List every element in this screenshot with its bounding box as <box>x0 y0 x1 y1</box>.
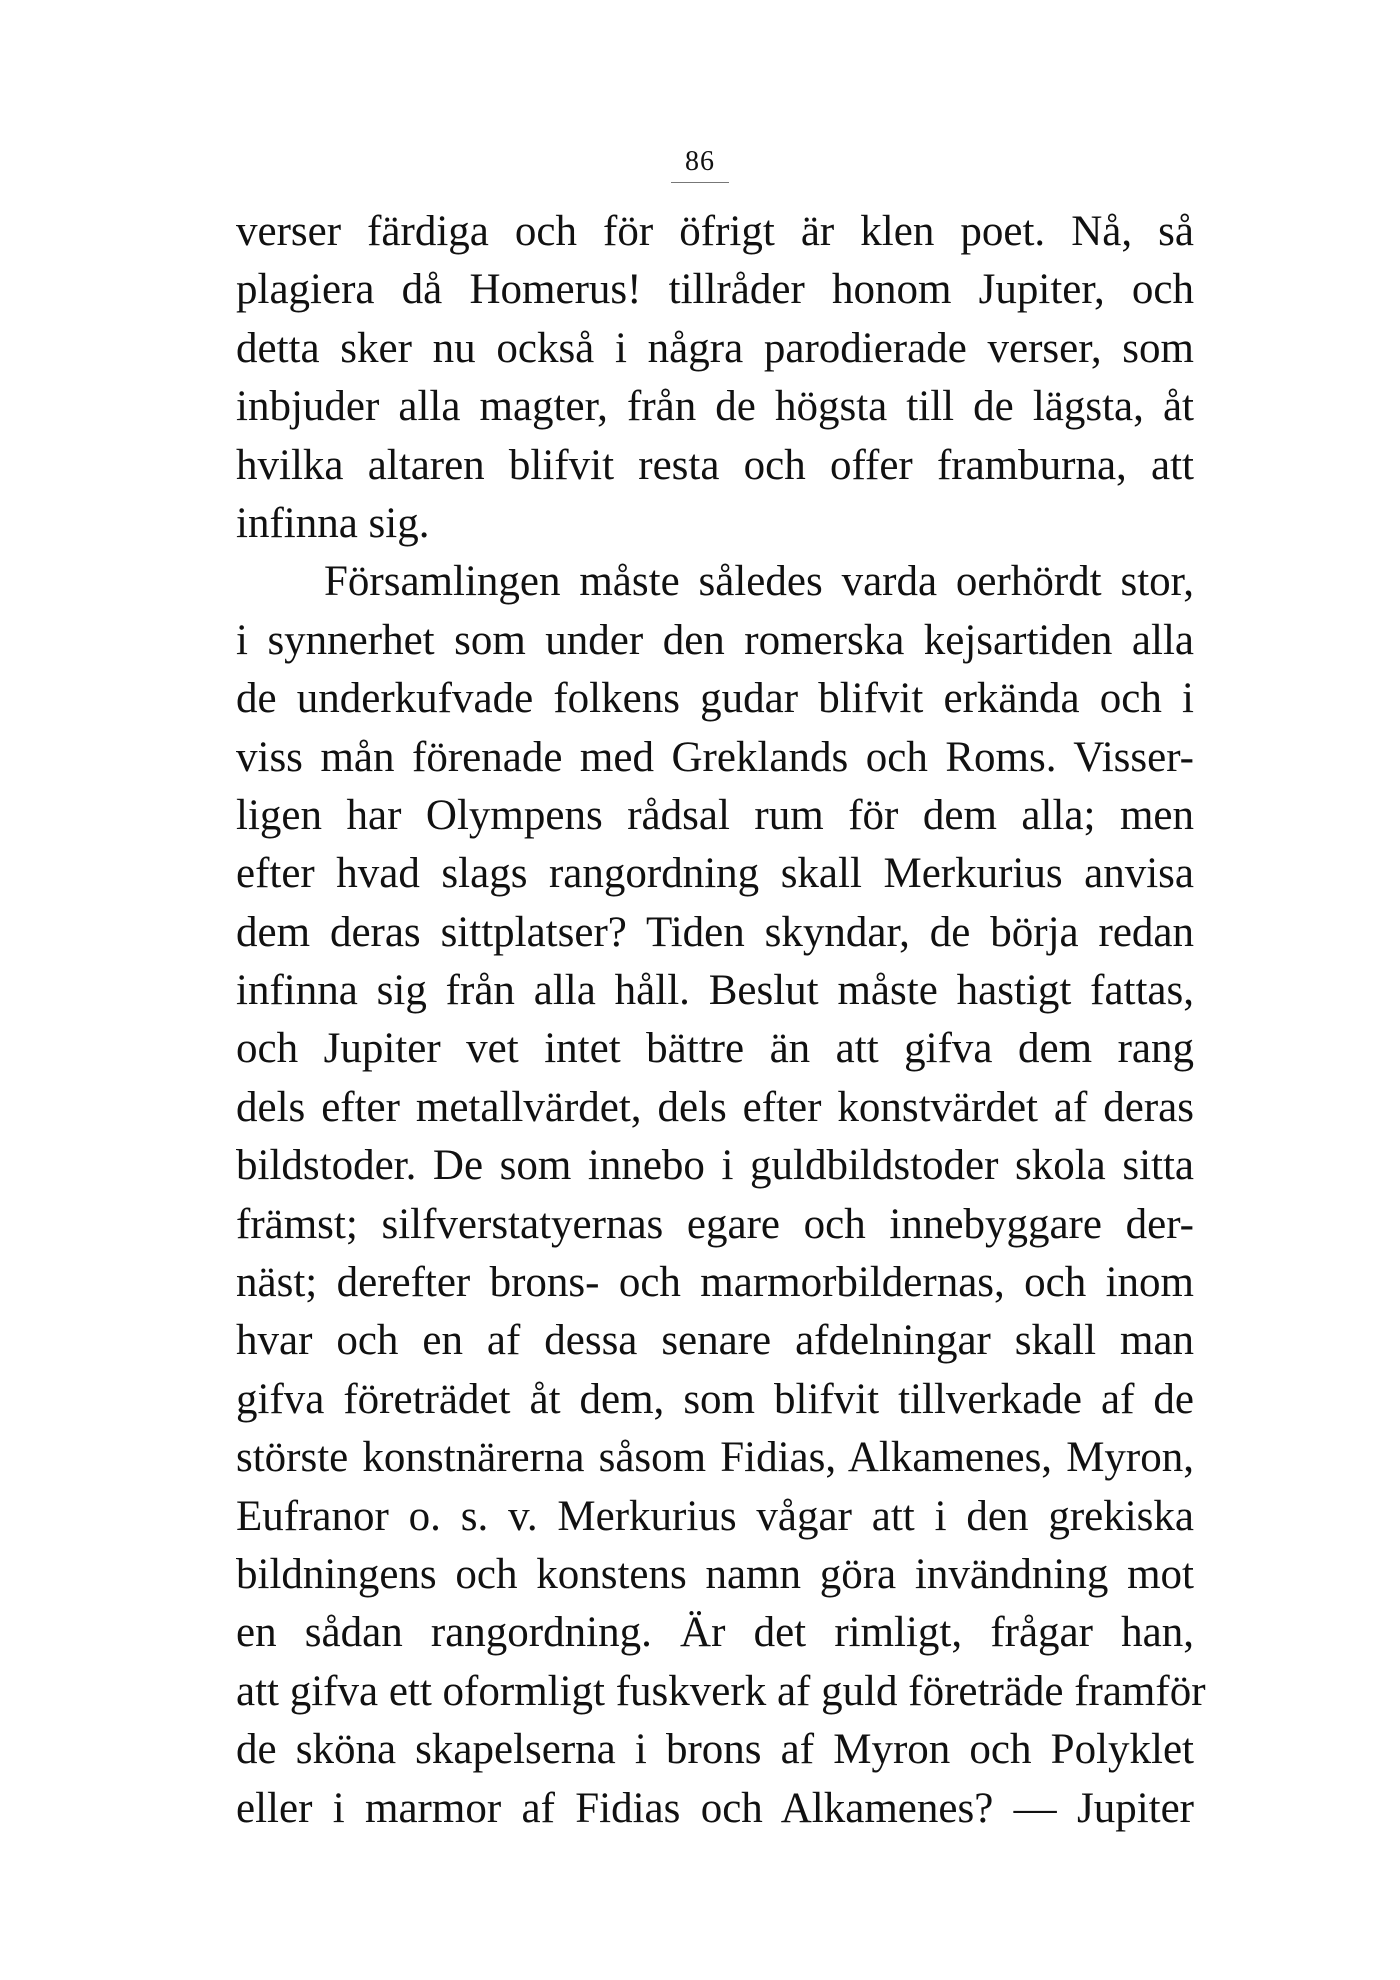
text-line: hvilka altaren blifvit resta och offer framburna, att <box>236 441 1194 489</box>
body-text <box>236 203 1206 1838</box>
text-line: bildstoder. De som innebo i guldbildstoder skola sitta <box>236 1142 1194 1190</box>
text-line: näst; derefter brons- och marmorbildernas, och inom <box>236 1259 1194 1307</box>
text-line: ligen har Olympens rådsal rum för dem alla; men <box>236 791 1194 839</box>
text-line: bildningens och konstens namn göra invändning mot <box>236 1550 1194 1598</box>
text-line: främst; silfverstatyernas egare och innebyggare der- <box>236 1200 1194 1248</box>
text-line: gifva företrädet åt dem, som blifvit tillverkade af de <box>236 1375 1194 1423</box>
text-line: de sköna skapelserna i brons af Myron och Polyklet <box>236 1726 1194 1774</box>
text-line: störste konstnärerna såsom Fidias, Alkamenes, Myron, <box>236 1434 1194 1482</box>
text-line: viss mån förenade med Greklands och Roms. Visser- <box>236 733 1194 781</box>
text-line: dem deras sittplatser? Tiden skyndar, de börja redan <box>236 908 1194 956</box>
text-line: att gifva ett oformligt fuskverk af guld företräde framför <box>236 1667 1206 1715</box>
text-line: dels efter metallvärdet, dels efter konstvärdet af deras <box>236 1083 1194 1131</box>
text-line: verser färdiga och för öfrigt är klen poet. Nå, så <box>236 208 1194 255</box>
text-line: hvar och en af dessa senare afdelningar skall man <box>236 1317 1194 1365</box>
text-line: i synnerhet som under den romerska kejsartiden alla <box>236 616 1194 664</box>
text-line: och Jupiter vet intet bättre än att gifva dem rang <box>236 1025 1194 1073</box>
text-line: plagiera då Homerus! tillråder honom Jupiter, och <box>236 266 1194 314</box>
text-line: infinna sig från alla håll. Beslut måste hastigt fattas, <box>236 967 1194 1015</box>
page-number: 86 <box>0 148 1400 183</box>
text-line: en sådan rangordning. Är det rimligt, frågar han, <box>236 1609 1194 1657</box>
text-line: Eufranor o. s. v. Merkurius vågar att i den grekiska <box>236 1492 1194 1540</box>
text-line: eller i marmor af Fidias och Alkamenes? — Jupiter <box>236 1784 1194 1832</box>
text-line: infinna sig. <box>236 499 430 547</box>
text-line: detta sker nu också i några parodierade verser, som <box>236 324 1194 372</box>
text-line: inbjuder alla magter, från de högsta till de lägsta, åt <box>236 383 1194 431</box>
text-line: efter hvad slags rangordning skall Merkurius anvisa <box>236 850 1194 898</box>
text-line: de underkufvade folkens gudar blifvit erkända och i <box>236 675 1194 723</box>
text-line: Församlingen måste således varda oerhördt stor, <box>324 558 1194 606</box>
